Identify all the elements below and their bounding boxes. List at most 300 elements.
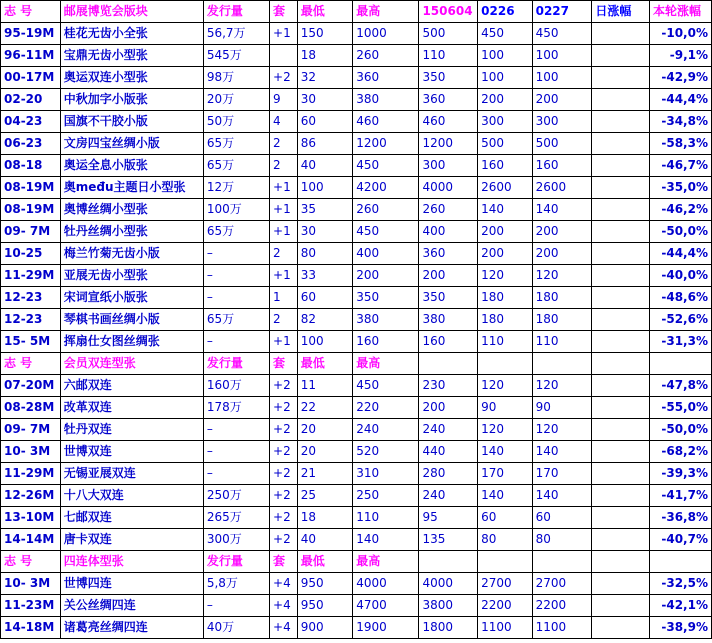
table-header-cell: 最高	[353, 551, 419, 573]
row-value: 65万	[203, 309, 269, 331]
row-value: 160	[532, 155, 592, 177]
table-header-cell	[650, 551, 712, 573]
row-value: +1	[270, 331, 298, 353]
table-row	[1, 331, 712, 353]
row-value: 180	[532, 287, 592, 309]
row-total-change: -40,0%	[650, 265, 712, 287]
row-value: 260	[419, 199, 478, 221]
row-total-change: -34,8%	[650, 111, 712, 133]
row-value: 33	[297, 265, 353, 287]
table-row	[1, 155, 712, 177]
row-code: 06-23	[1, 133, 61, 155]
row-value: 450	[532, 23, 592, 45]
row-code: 10- 3M	[1, 573, 61, 595]
row-value: +4	[270, 617, 298, 639]
row-value: 170	[478, 463, 532, 485]
row-value	[592, 243, 650, 265]
row-value: +2	[270, 397, 298, 419]
row-value	[592, 45, 650, 67]
table-row	[1, 617, 712, 639]
table-row	[1, 67, 712, 89]
row-value: 4700	[353, 595, 419, 617]
row-value: 110	[353, 507, 419, 529]
row-value: +2	[270, 375, 298, 397]
row-code: 08-19M	[1, 199, 61, 221]
row-value: 280	[419, 463, 478, 485]
row-value: 100	[532, 45, 592, 67]
table-row	[1, 397, 712, 419]
row-value: 460	[353, 111, 419, 133]
row-value: 200	[419, 265, 478, 287]
row-value	[592, 573, 650, 595]
table-row	[1, 309, 712, 331]
row-value: 265万	[203, 507, 269, 529]
row-value: 360	[419, 243, 478, 265]
table-row	[1, 287, 712, 309]
row-value: –	[203, 331, 269, 353]
row-value: 82	[297, 309, 353, 331]
row-total-change: -46,2%	[650, 199, 712, 221]
table-row	[1, 265, 712, 287]
row-name: 国旗不干胶小版	[60, 111, 203, 133]
row-value: 11	[297, 375, 353, 397]
row-value: 1100	[478, 617, 532, 639]
row-value: 220	[353, 397, 419, 419]
row-value	[592, 177, 650, 199]
row-value: –	[203, 463, 269, 485]
row-code: 09- 7M	[1, 419, 61, 441]
row-name: 奥博丝绸小型张	[60, 199, 203, 221]
row-total-change: -47,8%	[650, 375, 712, 397]
row-name: 中秋加字小版张	[60, 89, 203, 111]
row-total-change: -31,3%	[650, 331, 712, 353]
row-total-change: -36,8%	[650, 507, 712, 529]
table-row	[1, 199, 712, 221]
row-value: 180	[532, 309, 592, 331]
row-value: 20	[297, 441, 353, 463]
row-value: 160	[419, 331, 478, 353]
row-value: 350	[419, 67, 478, 89]
row-value: 90	[532, 397, 592, 419]
row-value: 120	[478, 419, 532, 441]
row-value: 30	[297, 89, 353, 111]
row-code: 08-19M	[1, 177, 61, 199]
row-value	[592, 375, 650, 397]
row-total-change: -50,0%	[650, 221, 712, 243]
row-value: 9	[270, 89, 298, 111]
row-value: 18	[297, 45, 353, 67]
row-value: 200	[532, 221, 592, 243]
row-name: 七邮双连	[60, 507, 203, 529]
row-code: 09- 7M	[1, 221, 61, 243]
row-value: +1	[270, 265, 298, 287]
row-value: 400	[353, 243, 419, 265]
table-header-cell: 0227	[532, 1, 592, 23]
row-value: 200	[478, 89, 532, 111]
row-value: 35	[297, 199, 353, 221]
row-value	[592, 419, 650, 441]
row-value: 30	[297, 221, 353, 243]
row-value: 1800	[419, 617, 478, 639]
table-row	[1, 485, 712, 507]
row-total-change: -40,7%	[650, 529, 712, 551]
row-value	[270, 45, 298, 67]
row-value: +2	[270, 419, 298, 441]
row-value: 380	[419, 309, 478, 331]
row-value: 120	[478, 375, 532, 397]
row-value: 380	[353, 309, 419, 331]
table-header-cell: 0226	[478, 1, 532, 23]
row-code: 04-23	[1, 111, 61, 133]
table-row	[1, 221, 712, 243]
row-name: 唐卡双连	[60, 529, 203, 551]
row-value: 250万	[203, 485, 269, 507]
row-name: 六邮双连	[60, 375, 203, 397]
row-value: 140	[532, 199, 592, 221]
row-value: 350	[353, 287, 419, 309]
row-name: 世博双连	[60, 441, 203, 463]
row-value: 450	[478, 23, 532, 45]
row-total-change: -50,0%	[650, 419, 712, 441]
table-header-cell	[419, 551, 478, 573]
table-header-cell	[592, 551, 650, 573]
row-value: 12万	[203, 177, 269, 199]
row-value: 380	[353, 89, 419, 111]
row-value: 100	[297, 177, 353, 199]
row-total-change: -10,0%	[650, 23, 712, 45]
row-value	[592, 617, 650, 639]
row-value: +2	[270, 529, 298, 551]
table-header-cell: 发行量	[203, 353, 269, 375]
table-row	[1, 419, 712, 441]
table-header-cell: 发行量	[203, 1, 269, 23]
row-value: 135	[419, 529, 478, 551]
table-header-cell	[650, 353, 712, 375]
table-body	[1, 1, 712, 639]
row-value: 110	[478, 331, 532, 353]
table-header-cell: 最低	[297, 551, 353, 573]
row-value: 2600	[532, 177, 592, 199]
row-code: 15- 5M	[1, 331, 61, 353]
row-value: 140	[353, 529, 419, 551]
row-value: 450	[353, 375, 419, 397]
table-header-row	[1, 551, 712, 573]
row-name: 文房四宝丝绸小版	[60, 133, 203, 155]
row-value: 140	[478, 485, 532, 507]
row-value: 450	[353, 221, 419, 243]
row-value	[592, 199, 650, 221]
row-code: 00-17M	[1, 67, 61, 89]
row-value: 200	[532, 89, 592, 111]
row-value: 200	[532, 243, 592, 265]
row-total-change: -41,7%	[650, 485, 712, 507]
table-header-cell: 最低	[297, 1, 353, 23]
row-value: 100	[532, 67, 592, 89]
table-header-row	[1, 1, 712, 23]
row-total-change: -32,5%	[650, 573, 712, 595]
row-value: +2	[270, 485, 298, 507]
table-header-cell: 志 号	[1, 551, 61, 573]
row-value: 160	[353, 331, 419, 353]
row-value: 500	[478, 133, 532, 155]
row-total-change: -48,6%	[650, 287, 712, 309]
row-value: 230	[419, 375, 478, 397]
row-value: 350	[419, 287, 478, 309]
row-value: 56,7万	[203, 23, 269, 45]
row-value: 240	[353, 419, 419, 441]
row-value: 65万	[203, 133, 269, 155]
row-value: +2	[270, 441, 298, 463]
row-name: 奥među主题日小型张	[60, 177, 203, 199]
row-value: 545万	[203, 45, 269, 67]
row-code: 14-18M	[1, 617, 61, 639]
row-value: 180	[478, 309, 532, 331]
table-header-cell: 日涨幅	[592, 1, 650, 23]
row-code: 10-25	[1, 243, 61, 265]
row-value: 360	[419, 89, 478, 111]
row-value: 100	[478, 45, 532, 67]
row-value	[592, 529, 650, 551]
row-value: 900	[297, 617, 353, 639]
row-name: 诸葛亮丝绸四连	[60, 617, 203, 639]
row-total-change: -52,6%	[650, 309, 712, 331]
row-total-change: -35,0%	[650, 177, 712, 199]
row-value: 4	[270, 111, 298, 133]
row-value: 440	[419, 441, 478, 463]
row-value: 300	[419, 155, 478, 177]
table-row	[1, 375, 712, 397]
row-total-change: -68,2%	[650, 441, 712, 463]
table-row	[1, 529, 712, 551]
row-value	[592, 507, 650, 529]
row-value: 1200	[419, 133, 478, 155]
row-value: –	[203, 595, 269, 617]
row-value: 100万	[203, 199, 269, 221]
table-row	[1, 45, 712, 67]
row-value: +1	[270, 23, 298, 45]
row-value	[592, 67, 650, 89]
row-total-change: -39,3%	[650, 463, 712, 485]
row-value: 260	[353, 199, 419, 221]
table-header-cell	[419, 353, 478, 375]
row-value: 460	[419, 111, 478, 133]
table-header-cell	[478, 353, 532, 375]
row-value: +1	[270, 221, 298, 243]
table-header-cell: 本轮涨幅	[650, 1, 712, 23]
row-value	[592, 463, 650, 485]
table-row	[1, 89, 712, 111]
row-value: 20	[297, 419, 353, 441]
table-header-cell: 最低	[297, 353, 353, 375]
row-value: 100	[297, 331, 353, 353]
row-value: 40	[297, 529, 353, 551]
row-value	[592, 441, 650, 463]
row-value: 80	[297, 243, 353, 265]
row-code: 12-23	[1, 287, 61, 309]
row-value: 1200	[353, 133, 419, 155]
row-value: 25	[297, 485, 353, 507]
row-name: 牡丹双连	[60, 419, 203, 441]
row-value	[592, 221, 650, 243]
row-value: 950	[297, 595, 353, 617]
table-row	[1, 573, 712, 595]
row-value: 2200	[532, 595, 592, 617]
row-value: 80	[532, 529, 592, 551]
row-value: 1000	[353, 23, 419, 45]
row-value: 90	[478, 397, 532, 419]
table-row	[1, 507, 712, 529]
row-value: 50万	[203, 111, 269, 133]
row-code: 08-28M	[1, 397, 61, 419]
row-name: 挥扇仕女图丝绸张	[60, 331, 203, 353]
row-value: 5,8万	[203, 573, 269, 595]
row-value: 2	[270, 155, 298, 177]
row-value: 140	[532, 485, 592, 507]
row-value: 200	[478, 221, 532, 243]
row-code: 10- 3M	[1, 441, 61, 463]
row-value: 2700	[532, 573, 592, 595]
row-value: 120	[532, 419, 592, 441]
row-name: 琴棋书画丝绸小版	[60, 309, 203, 331]
table-header-cell: 套	[270, 353, 298, 375]
row-value: 360	[353, 67, 419, 89]
row-name: 奥运全息小版张	[60, 155, 203, 177]
table-header-cell: 志 号	[1, 353, 61, 375]
row-value: 3800	[419, 595, 478, 617]
row-value: 300万	[203, 529, 269, 551]
row-value: 80	[478, 529, 532, 551]
row-value: 2200	[478, 595, 532, 617]
row-total-change: -44,4%	[650, 89, 712, 111]
row-total-change: -58,3%	[650, 133, 712, 155]
row-value: 178万	[203, 397, 269, 419]
row-value: 86	[297, 133, 353, 155]
row-code: 11-29M	[1, 463, 61, 485]
row-value: 4000	[419, 573, 478, 595]
table-header-cell: 会员双连型张	[60, 353, 203, 375]
row-code: 14-14M	[1, 529, 61, 551]
row-value	[592, 23, 650, 45]
row-value: 95	[419, 507, 478, 529]
row-value: +1	[270, 199, 298, 221]
row-value: 1100	[532, 617, 592, 639]
row-value: –	[203, 287, 269, 309]
row-value: 150	[297, 23, 353, 45]
row-name: 关公丝绸四连	[60, 595, 203, 617]
row-value: 20万	[203, 89, 269, 111]
table-row	[1, 23, 712, 45]
row-value: –	[203, 243, 269, 265]
row-value: 140	[532, 441, 592, 463]
row-value: 4000	[353, 573, 419, 595]
row-value: 40	[297, 155, 353, 177]
table-header-cell: 150604	[419, 1, 478, 23]
table-header-cell: 发行量	[203, 551, 269, 573]
row-value: 22	[297, 397, 353, 419]
row-value: 450	[353, 155, 419, 177]
row-value	[592, 595, 650, 617]
row-value: 60	[478, 507, 532, 529]
row-value: 180	[478, 287, 532, 309]
row-code: 08-18	[1, 155, 61, 177]
row-name: 桂花无齿小全张	[60, 23, 203, 45]
row-code: 95-19M	[1, 23, 61, 45]
table-row	[1, 111, 712, 133]
row-name: 改革双连	[60, 397, 203, 419]
row-value	[592, 133, 650, 155]
row-total-change: -44,4%	[650, 243, 712, 265]
row-value: 2	[270, 309, 298, 331]
table-row	[1, 595, 712, 617]
row-value: 160万	[203, 375, 269, 397]
row-value: 500	[532, 133, 592, 155]
row-value: 110	[419, 45, 478, 67]
row-value: +2	[270, 67, 298, 89]
row-value: 1	[270, 287, 298, 309]
row-name: 梅兰竹菊无齿小版	[60, 243, 203, 265]
row-code: 11-23M	[1, 595, 61, 617]
row-value: 2	[270, 243, 298, 265]
row-value: 200	[478, 243, 532, 265]
row-value: 400	[419, 221, 478, 243]
row-value: 200	[353, 265, 419, 287]
row-value: 240	[419, 485, 478, 507]
row-value: +1	[270, 177, 298, 199]
row-value: 120	[478, 265, 532, 287]
table-header-cell	[592, 353, 650, 375]
row-value: 140	[478, 199, 532, 221]
row-name: 无锡亚展双连	[60, 463, 203, 485]
row-value	[592, 309, 650, 331]
row-name: 奥运双连小型张	[60, 67, 203, 89]
row-name: 宝鼎无齿小型张	[60, 45, 203, 67]
table-header-cell: 套	[270, 551, 298, 573]
row-value: +4	[270, 573, 298, 595]
row-value: 4200	[353, 177, 419, 199]
row-value: 300	[478, 111, 532, 133]
row-value	[592, 155, 650, 177]
row-value	[592, 265, 650, 287]
row-value: 1900	[353, 617, 419, 639]
row-total-change: -9,1%	[650, 45, 712, 67]
row-value: 4000	[419, 177, 478, 199]
row-value: 160	[478, 155, 532, 177]
table-row	[1, 243, 712, 265]
table-header-cell: 套	[270, 1, 298, 23]
row-code: 13-10M	[1, 507, 61, 529]
row-value: 120	[532, 375, 592, 397]
row-value: 65万	[203, 155, 269, 177]
row-value: 310	[353, 463, 419, 485]
row-code: 96-11M	[1, 45, 61, 67]
table-row	[1, 463, 712, 485]
row-value	[592, 397, 650, 419]
row-value: 98万	[203, 67, 269, 89]
row-value: 40万	[203, 617, 269, 639]
row-value: 60	[297, 111, 353, 133]
row-value: 110	[532, 331, 592, 353]
row-value	[592, 287, 650, 309]
row-value	[592, 111, 650, 133]
row-value: –	[203, 441, 269, 463]
row-value: 250	[353, 485, 419, 507]
row-value: 60	[297, 287, 353, 309]
row-value: +4	[270, 595, 298, 617]
row-code: 07-20M	[1, 375, 61, 397]
row-value: 140	[478, 441, 532, 463]
table-header-row	[1, 353, 712, 375]
row-value: 520	[353, 441, 419, 463]
